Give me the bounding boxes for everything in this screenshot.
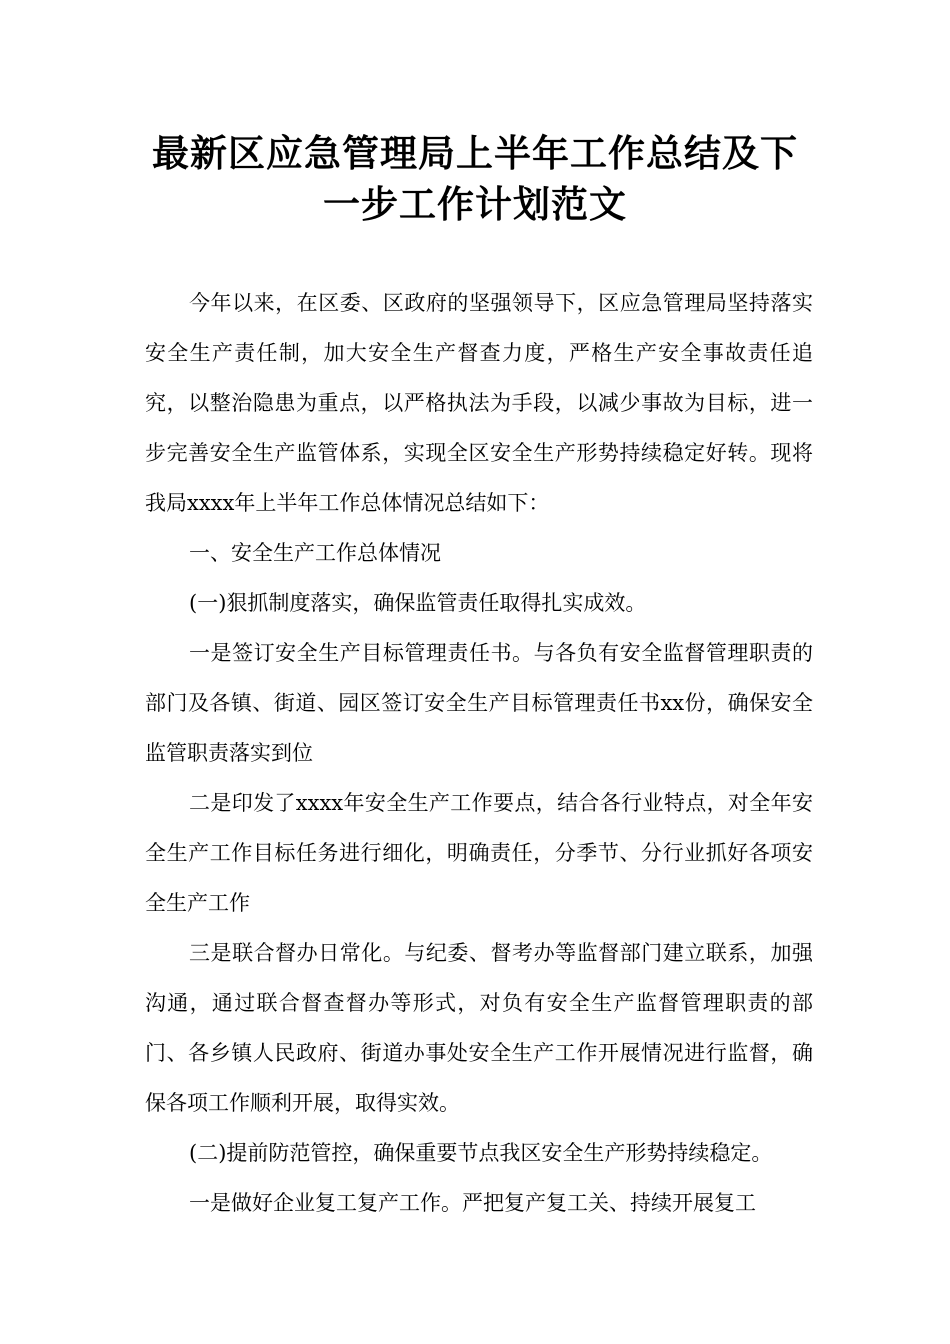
paragraph-item-1: 一是签订安全生产目标管理责任书。与各负有安全监督管理职责的部门及各镇、街道、园区签订安全生产目标管理责任书xx份，确保安全监管职责落实到位 (145, 641, 813, 765)
paragraph-intro: 今年以来，在区委、区政府的坚强领导下，区应急管理局坚持落实安全生产责任制，加大安全生产督查力度，严格生产安全事故责任追究，以整治隐患为重点，以严格执法为手段，以减少事故为目标，进一步完善安全生产监管体系，实现全区安全生产形势持续稳定好转。现将我局xxxx年上半年工作总体情况总结如下： (145, 291, 813, 515)
paragraph-item-2: 二是印发了xxxx年安全生产工作要点，结合各行业特点，对全年安全生产工作目标任务进行细化，明确责任，分季节、分行业抓好各项安全生产工作 (145, 791, 813, 915)
subsection-heading-1: (一)狠抓制度落实，确保监管责任取得扎实成效。 (189, 591, 647, 615)
title-line-2: 一步工作计划范文 (323, 183, 627, 226)
paragraph-item-3: 三是联合督办日常化。与纪委、督考办等监督部门建立联系，加强沟通，通过联合督查督办等形式，对负有安全生产监督管理职责的部门、各乡镇人民政府、街道办事处安全生产工作开展情况进行监督，确保各项工作顺利开展，取得实效。 (145, 941, 813, 1115)
paragraph-item-4: 一是做好企业复工复产工作。严把复产复工关、持续开展复工 (189, 1191, 756, 1215)
section-heading-1: 一、安全生产工作总体情况 (189, 541, 441, 565)
title-line-1: 最新区应急管理局上半年工作总结及下 (152, 132, 798, 175)
document-body (145, 278, 813, 1228)
subsection-heading-2: (二)提前防范管控，确保重要节点我区安全生产形势持续稳定。 (189, 1141, 773, 1165)
document-title (120, 128, 830, 230)
